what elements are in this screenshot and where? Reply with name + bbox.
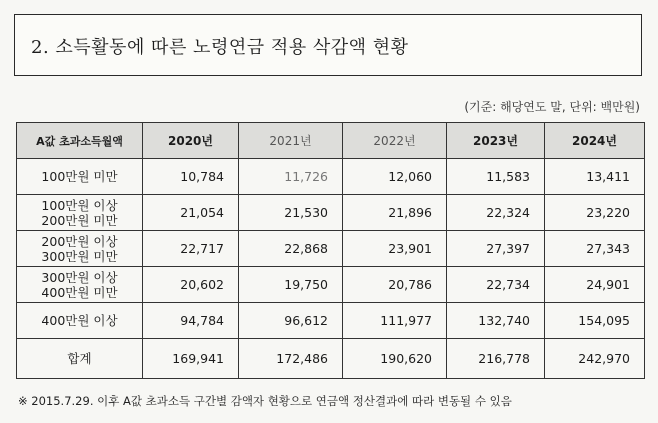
row-label-line: 합계 xyxy=(67,351,92,366)
footnote: ※ 2015.7.29. 이후 A값 초과소득 구간별 감액자 현황으로 연금액 정산결과에 따라 변동될 수 있음 xyxy=(18,394,512,408)
value-cell: 27,343 xyxy=(545,231,645,267)
value-cell: 11,583 xyxy=(447,159,545,195)
total-cell: 169,941 xyxy=(143,339,239,379)
row-label xyxy=(17,267,143,303)
row-label xyxy=(17,231,143,267)
value-cell: 24,901 xyxy=(545,267,645,303)
value-cell: 23,901 xyxy=(343,231,447,267)
row-label-line: 200만원 미만 xyxy=(41,212,118,228)
value-cell: 21,054 xyxy=(143,195,239,231)
row-label-line: 100만원 이상 xyxy=(41,197,118,213)
value-cell: 13,411 xyxy=(545,159,645,195)
total-cell: 216,778 xyxy=(447,339,545,379)
row-label xyxy=(17,195,143,231)
header-cell-2021: 2021년 xyxy=(239,123,343,159)
reduction-table xyxy=(16,122,645,379)
row-label-line: 300만원 이상 xyxy=(41,269,118,285)
value-cell: 11,726 xyxy=(239,159,343,195)
title-box xyxy=(14,14,642,76)
value-cell: 22,734 xyxy=(447,267,545,303)
total-cell: 172,486 xyxy=(239,339,343,379)
value-cell: 20,602 xyxy=(143,267,239,303)
value-cell: 96,612 xyxy=(239,303,343,339)
total-cell: 190,620 xyxy=(343,339,447,379)
header-cell-2022: 2022년 xyxy=(343,123,447,159)
value-cell: 21,530 xyxy=(239,195,343,231)
row-label-line: 100만원 미만 xyxy=(41,169,118,184)
total-cell: 242,970 xyxy=(545,339,645,379)
value-cell: 12,060 xyxy=(343,159,447,195)
unit-note: (기준: 해당연도 말, 단위: 백만원) xyxy=(464,100,640,114)
value-cell: 154,095 xyxy=(545,303,645,339)
row-label-line: 400만원 미만 xyxy=(41,284,118,300)
value-cell: 132,740 xyxy=(447,303,545,339)
table-row xyxy=(17,159,645,195)
row-label-line: 200만원 이상 xyxy=(41,233,118,249)
value-cell: 19,750 xyxy=(239,267,343,303)
value-cell: 23,220 xyxy=(545,195,645,231)
value-cell: 22,868 xyxy=(239,231,343,267)
value-cell: 22,324 xyxy=(447,195,545,231)
value-cell: 94,784 xyxy=(143,303,239,339)
document-title: 2. 소득활동에 따른 노령연금 적용 삭감액 현황 xyxy=(31,37,409,58)
row-label-line: 300만원 미만 xyxy=(41,248,118,264)
header-cell-2024: 2024년 xyxy=(545,123,645,159)
value-cell: 111,977 xyxy=(343,303,447,339)
value-cell: 20,786 xyxy=(343,267,447,303)
table-row xyxy=(17,303,645,339)
header-cell-2020: 2020년 xyxy=(143,123,239,159)
table-row xyxy=(17,231,645,267)
value-cell: 27,397 xyxy=(447,231,545,267)
table-row xyxy=(17,195,645,231)
table-row xyxy=(17,267,645,303)
row-label xyxy=(17,159,143,195)
value-cell: 21,896 xyxy=(343,195,447,231)
header-cell-income: A값 초과소득월액 xyxy=(17,123,143,159)
row-label-line: 400만원 이상 xyxy=(41,313,118,328)
value-cell: 22,717 xyxy=(143,231,239,267)
total-row xyxy=(17,339,645,379)
header-row xyxy=(17,123,645,159)
value-cell: 10,784 xyxy=(143,159,239,195)
row-label xyxy=(17,303,143,339)
total-label xyxy=(17,339,143,379)
header-cell-2023: 2023년 xyxy=(447,123,545,159)
